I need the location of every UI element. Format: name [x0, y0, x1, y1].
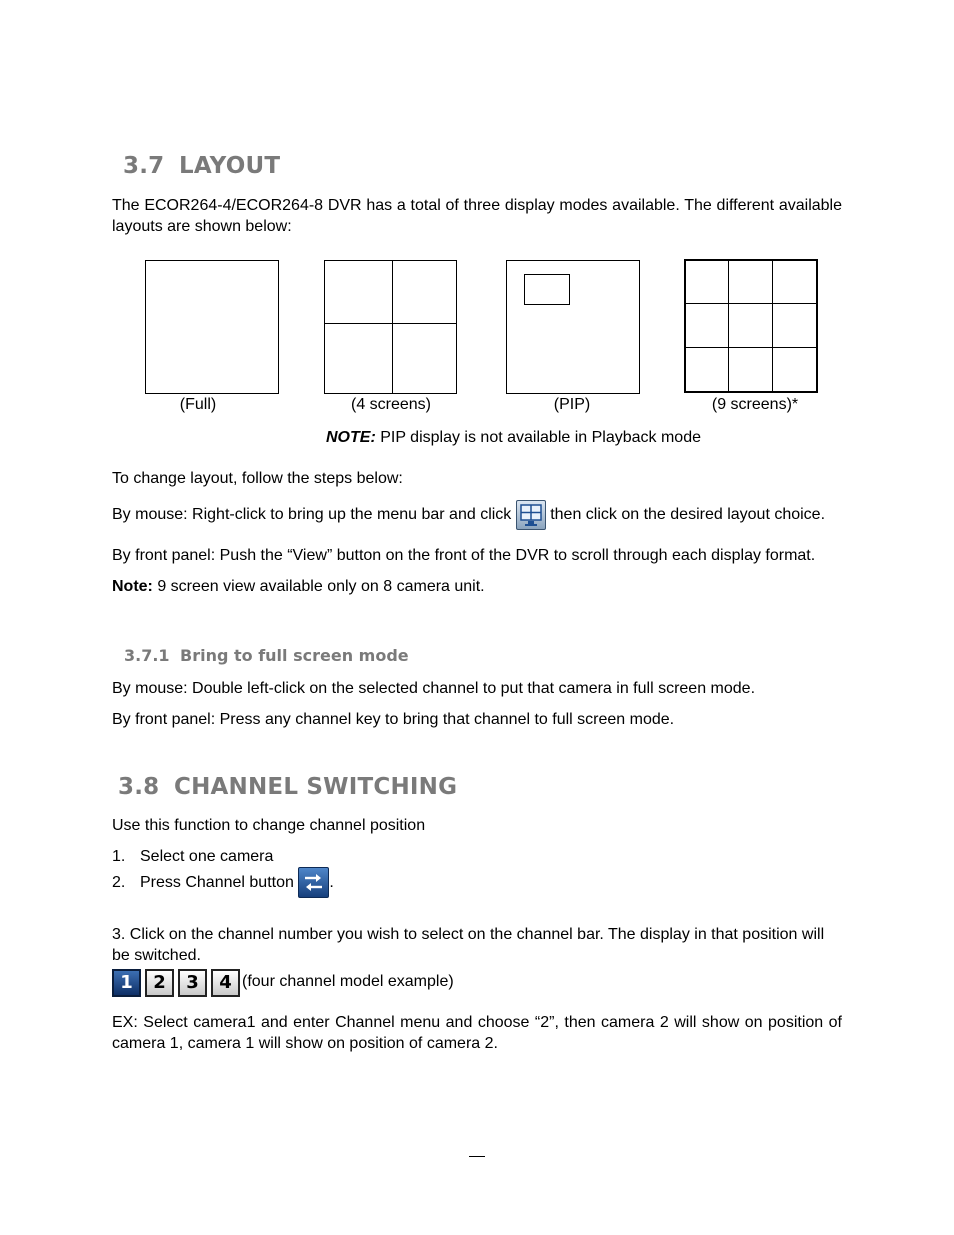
full-screen-mouse-instruction: By mouse: Double left-click on the selected channel to put that camera in full screen mode. [112, 680, 756, 697]
layout-4-screens-diagram [324, 260, 457, 394]
footer-rule [469, 1156, 485, 1157]
section-number: 3.7.1 [124, 646, 170, 665]
note-label: Note: [112, 578, 153, 595]
grid-line [392, 261, 393, 393]
channel-key-4: 4 [211, 969, 240, 997]
grid-line [325, 323, 456, 324]
step-end: . [329, 874, 334, 891]
pip-inset-window [524, 274, 570, 305]
channel-caption: (four channel model example) [242, 973, 454, 990]
layout-pip-diagram [506, 260, 640, 394]
caption-pip: (PIP) [553, 396, 591, 413]
layout-intro-paragraph: The ECOR264-4/ECOR264-8 DVR has a total of three display modes available. The different available layouts are shown below: [112, 197, 842, 235]
grid-line [686, 303, 816, 304]
note-text: 9 screen view available only on 8 camera unit. [152, 578, 485, 595]
section-number: 3.7 [123, 153, 165, 179]
layout-grid-icon [516, 500, 546, 530]
caption-4-screens: (4 screens) [350, 396, 432, 413]
channel-bar [112, 967, 242, 997]
note-text: PIP display is not available in Playback mode [375, 429, 701, 446]
layout-full-diagram [145, 260, 279, 394]
step-number: 2. [112, 874, 126, 891]
channel-example-paragraph: EX: Select camera1 and enter Channel menu and choose “2”, then camera 2 will show on position of camera 1, camera 1 will show on position of camera 2. [112, 1014, 842, 1052]
section-title: LAYOUT [179, 153, 281, 179]
mouse-text-after: then click on the desired layout choice. [545, 506, 826, 524]
channel-bar-example [112, 967, 454, 997]
step-3: 3. Click on the channel number you wish to select on the channel bar. The display in that position will be switched. [112, 926, 825, 964]
full-screen-front-panel-instruction: By front panel: Press any channel key to bring that channel to full screen mode. [112, 711, 675, 728]
section-3-8-heading [118, 774, 457, 800]
step-1 [112, 846, 273, 867]
step-number: 1. [112, 848, 126, 865]
channel-key-3: 3 [178, 969, 207, 997]
front-panel-instruction: By front panel: Push the “View” button on the front of the DVR to scroll through each display format. [112, 547, 816, 564]
caption-9-screens: (9 screens)* [711, 396, 799, 413]
steps-intro: To change layout, follow the steps below: [112, 470, 403, 487]
step-2 [112, 866, 334, 900]
section-title: CHANNEL SWITCHING [174, 774, 458, 800]
grid-line [728, 261, 729, 391]
note-label: NOTE: [326, 429, 376, 446]
channel-key-2: 2 [145, 969, 174, 997]
channel-intro: Use this function to change channel position [112, 817, 426, 834]
nine-screen-note [112, 576, 485, 597]
step-text: Select one camera [140, 848, 274, 865]
channel-key-1: 1 [112, 969, 141, 997]
channel-swap-icon [298, 867, 329, 898]
pip-note [326, 427, 701, 448]
mouse-text-before: By mouse: Right-click to bring up the menu bar and click [112, 506, 516, 524]
step-text: Press Channel button [140, 874, 294, 891]
grid-line [772, 261, 773, 391]
by-mouse-instruction [112, 500, 825, 530]
section-number: 3.8 [118, 774, 160, 800]
caption-full: (Full) [179, 396, 217, 413]
section-title: Bring to full screen mode [180, 646, 409, 665]
layout-9-screens-diagram [684, 259, 818, 393]
grid-line [686, 347, 816, 348]
section-3-7-1-heading [124, 646, 409, 665]
section-3-7-heading [123, 153, 280, 179]
